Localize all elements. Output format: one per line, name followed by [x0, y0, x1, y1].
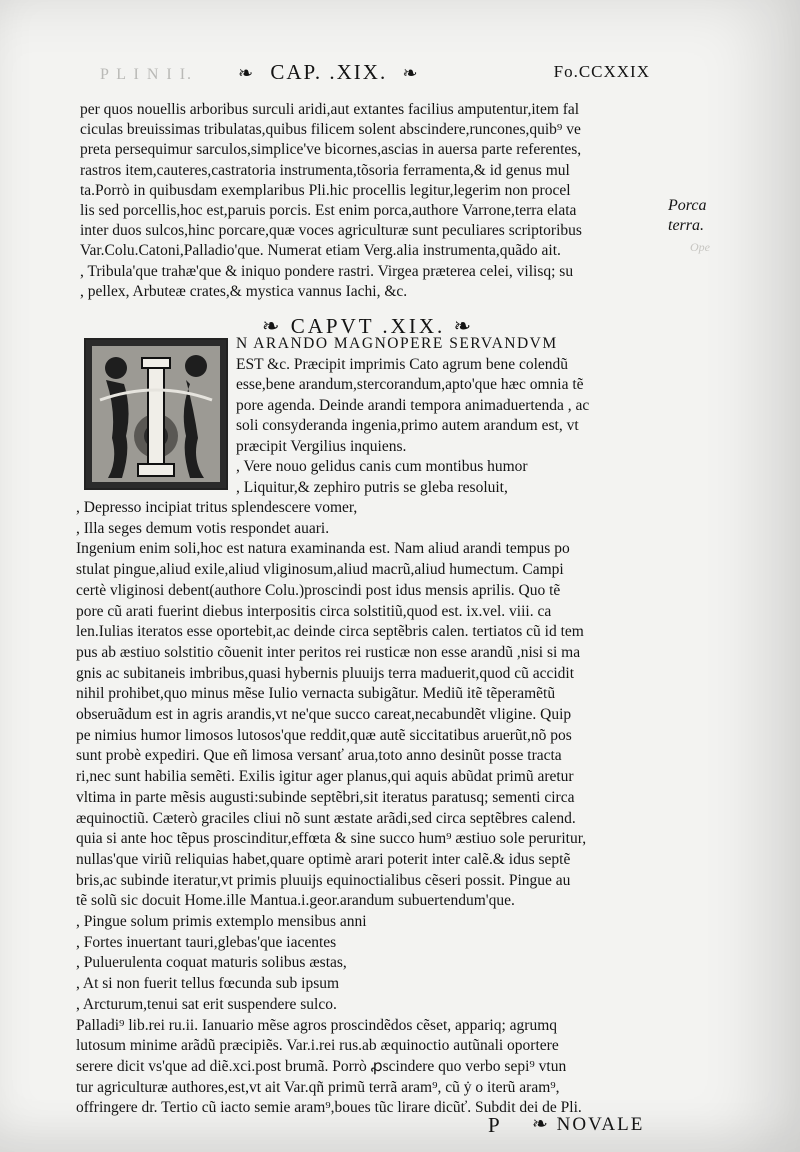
- verse-line: , Arcturum,tenui sat erit suspendere sulco.: [76, 995, 337, 1013]
- verse-line: , Fortes inuertant tauri,glebas'que iacentes: [76, 933, 337, 951]
- text-line: bris,ac subinde iteratur,vt primis pluuijs equinoctialibus cẽseri possit. Pingue au: [76, 871, 571, 889]
- paragraph-3: [76, 498, 656, 1119]
- text-line: lutosum minime arãdũ præcipiẽs. Var.i.rei rus.ab æquinoctio autũnali oportere: [76, 1037, 559, 1055]
- verse-line: , At si non fuerit tellus fœcunda sub ipsum: [76, 975, 340, 993]
- verse-quotation: [236, 456, 656, 498]
- text-line: rastros item,cauteres,castratoria instrumenta,tõsoria ferramenta,& id genus mul: [80, 161, 570, 179]
- fleuron-icon: ❧: [532, 1114, 550, 1135]
- text-line: tur agriculturæ authores,est,vt ait Var.qñ primũ terrã aram⁹, cũ ẏ o iterũ aram⁹,: [76, 1078, 560, 1096]
- catchword-text: NOVALE: [556, 1114, 645, 1135]
- text-line: quia si ante hoc tẽpus proscinditur,effœta & sine succo hum⁹ æstiuo sole peruritur,: [76, 830, 587, 848]
- text-line: gnis ac subitaneis imbribus,quasi hybernis pluuijs terra maduerit,quod cũ accidit: [76, 664, 575, 682]
- text-line: offringere dr. Tertio cũ iacto semie aram⁹,boues tũc lirare dicũť. Subdit dei de Pli.: [76, 1099, 582, 1117]
- text-line: len.Iulias iteratos esse oportebit,ac deinde circa septẽbris calen. tertiatos cũ id tem: [76, 623, 584, 641]
- text-line: pe nimius humor limosos lutosos'que reddit,quæ autẽ siccitatibus aruerũt,nõ pos: [76, 726, 572, 744]
- text-line: preta persequimur sarculos,simplice've bicornes,ascias in auersa parte referentes,: [80, 141, 582, 159]
- text-line: pore cũ arati fuerint diebus interpositis circa solstitiũ,quod est. ix.vel. viii. ca: [76, 602, 552, 620]
- text-line: serere dicit vs'que ad diẽ.xci.post brumã. Porrò ꝓscindere quo verbo sepi⁹ vtun: [76, 1057, 567, 1075]
- text-line: soli consyderanda ingenia,primo autem arandum est, vt: [236, 417, 579, 435]
- text-line: N ARANDO MAGNOPERE SERVANDVM: [236, 335, 558, 352]
- show-through-text: P L I N I I.: [100, 66, 194, 83]
- paragraph-2: [236, 334, 656, 458]
- text-line: Ingenium enim soli,hoc est natura examinanda est. Nam aliud arandi tempus po: [76, 540, 570, 558]
- text-line: pus ab æstiuo solstitio cõuenit inter peritos rei rusticæ non esse arandũ ,nisi si ma: [76, 643, 581, 661]
- signature-mark: P: [488, 1113, 500, 1137]
- text-line: pore agenda. Deinde arandi tempora animaduertenda , ac: [236, 396, 590, 414]
- chapter-heading: CAP. .XIX.: [270, 60, 388, 84]
- marginal-note: [668, 196, 707, 236]
- text-line: inter duos sulcos,hinc porcare,quæ voces agriculturæ sunt peculiares scriptoribus: [80, 222, 582, 240]
- text-line: nullas'que viriũ reliquias habet,quare optimè arari poterit inter calẽ.& idus septẽ: [76, 850, 571, 868]
- text-line: , Illa seges demum votis respondet auari.: [76, 519, 330, 537]
- text-line: certè vliginosi debent(authore Colu.)proscindi post idus mensis aprilis. Quo tẽ: [76, 581, 561, 599]
- folio-number: Fo.CCXXIX: [553, 62, 650, 81]
- woodcut-initial-graphic: [86, 340, 226, 488]
- text-line: vltima in parte mẽsis augusti:subinde septẽbri,sit iteratus paratusq; sementi circa: [76, 788, 575, 806]
- verse-line: , Pingue solum primis extemplo mensibus anni: [76, 913, 367, 931]
- text-line: sunt probè expediri. Que eñ limosa versanť arua,toto anno desinũt posse tracta: [76, 747, 562, 765]
- text-line: , Depresso incipiat tritus splendescere vomer,: [76, 499, 358, 516]
- fleuron-icon: ❧: [261, 314, 283, 338]
- text-line: EST &c. Præcipit imprimis Cato agrum bene colendũ: [236, 355, 569, 373]
- text-line: æquinoctiũ. Cæterò graciles cliui nõ sunt æstate arãdi,sed circa septẽbres calend.: [76, 809, 576, 827]
- fleuron-icon: ❧: [238, 63, 256, 83]
- text-line: lis sed porcellis,hoc est,paruis porcis. Est enim porca,authore Varrone,terra elata: [80, 202, 577, 220]
- text-line: ri,nec sunt habilia semẽti. Exilis igitur ager planus,qui aquis abũdat primũ aretur: [76, 768, 574, 786]
- fleuron-icon: ❧: [453, 314, 475, 338]
- text-line: , Tribula'que trahæ'que & iniquo pondere rastri. Virgea præterea celei, vilisq; su: [80, 262, 574, 280]
- text-line: per quos nouellis arboribus surculi aridi,aut extantes facilius amputentur,item fal: [80, 101, 580, 118]
- marginal-note-line: Porca: [668, 197, 707, 214]
- text-line: esse,bene arandum,stercorandum,apto'que hæc omnia tẽ: [236, 376, 584, 394]
- catchword: [532, 1113, 644, 1136]
- text-line: tẽ solũ sic docuit Home.ille Mantua.i.geor.arandum subuertendum'que.: [76, 892, 515, 910]
- text-line: , pellex, Arbuteæ crates,& mystica vannus Iachi, &c.: [80, 282, 408, 300]
- paragraph-1: [80, 100, 655, 302]
- verse-line: , Vere nouo gelidus canis cum montibus humor: [236, 458, 528, 475]
- text-line: Palladi⁹ lib.rei ru.ii. Ianuario mẽse agros proscindẽdos cẽset, appariq; agrumq: [76, 1016, 558, 1034]
- running-header: [230, 60, 650, 88]
- show-through-margin: Ope: [690, 240, 710, 254]
- caput-title: CAPVT .XIX.: [290, 314, 446, 338]
- text-line: ta.Porrò in quibusdam exemplaribus Pli.hic procellis legitur,legerim non procel: [80, 181, 571, 199]
- verse-line: , Puluerulenta coquat maturis solibus æstas,: [76, 954, 347, 972]
- text-line: stulat pingue,aliud exile,aliud vliginosum,aliud macrũ,aliud humectum. Campi: [76, 561, 564, 579]
- text-line: ciculas breuissimas tribulatas,quibus filicem solent abscindere,runcones,quib⁹ ve: [80, 121, 581, 139]
- verse-line: , Liquitur,& zephiro putris se gleba resoluit,: [236, 479, 508, 496]
- text-line: obseruãdum est in agris arandis,vt ne'que succo careat,necabundẽt vligine. Quip: [76, 706, 572, 724]
- text-line: præcipit Vergilius inquiens.: [236, 437, 407, 455]
- woodcut-initial-icon: [84, 338, 228, 490]
- text-line: nihil prohibet,quo minus mẽse Iulio vernacta subigãtur. Mediũ itẽ tẽperamẽtũ: [76, 685, 556, 703]
- text-line: Var.Colu.Catoni,Palladio'que. Numerat etiam Verg.alia instrumenta,quãdo ait.: [80, 242, 561, 260]
- marginal-note-line: terra.: [668, 217, 704, 234]
- fleuron-icon: ❧: [402, 63, 420, 83]
